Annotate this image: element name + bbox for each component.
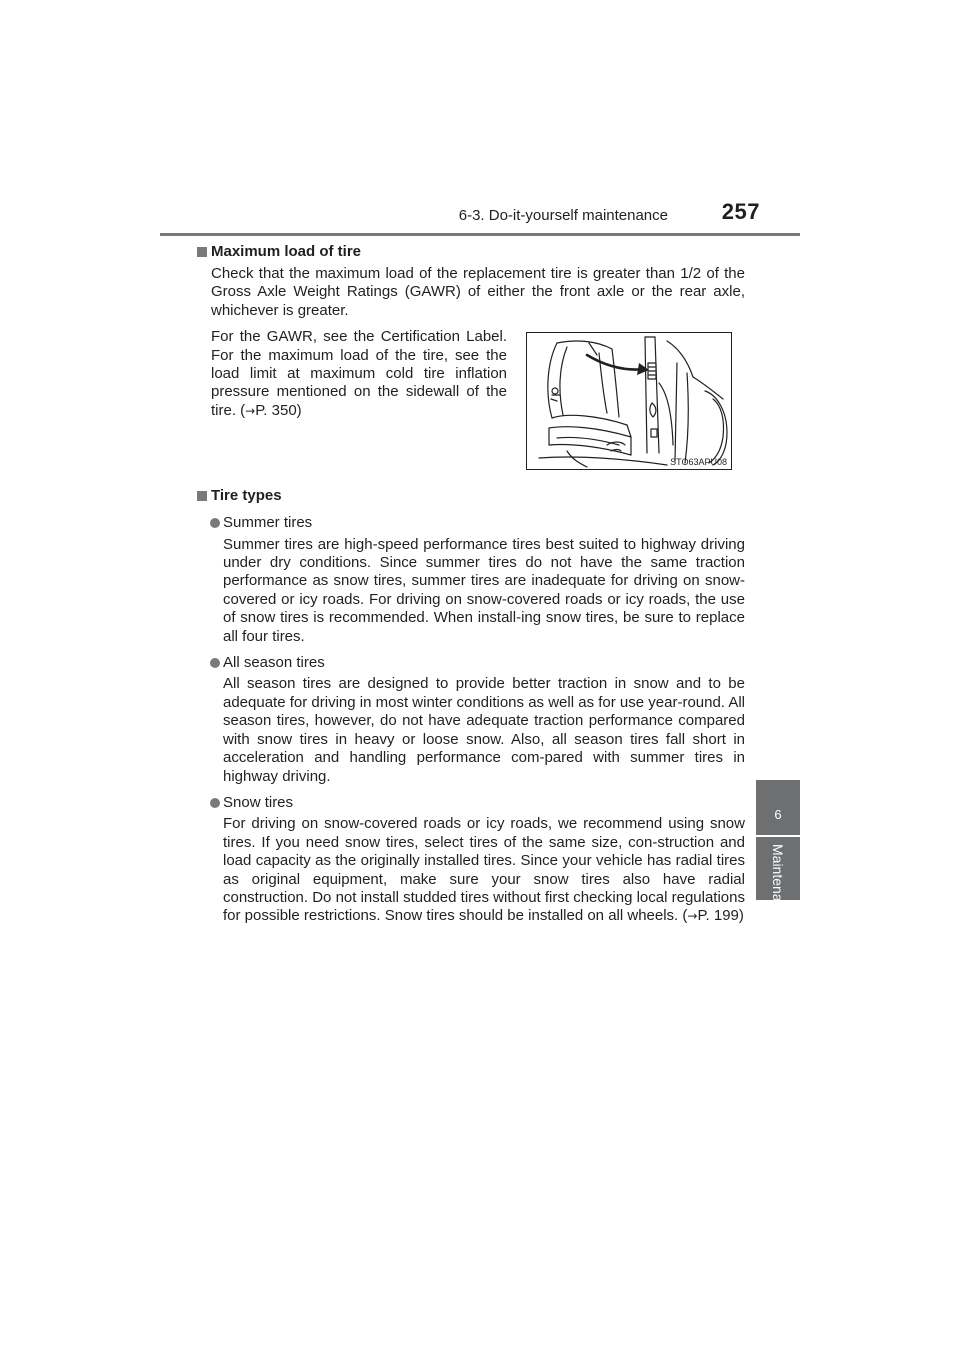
circle-bullet-icon: [210, 798, 220, 808]
page-number: 257: [721, 199, 760, 224]
page-reference-link[interactable]: P. 199): [697, 907, 744, 925]
list-item-label: All season tires: [223, 654, 325, 672]
car-door-illustration-icon: [527, 333, 731, 469]
page-header: [160, 0, 800, 236]
section-title: 6-3. Do-it-yourself maintenance: [458, 207, 668, 224]
list-item-label: Snow tires: [223, 793, 294, 811]
arrow-right-icon: →: [245, 403, 256, 418]
list-item-label: Summer tires: [223, 514, 313, 532]
square-bullet-icon: [197, 247, 207, 257]
figure-caption-text: [211, 328, 507, 420]
chapter-tab-divider: [756, 835, 800, 837]
arrow-right-icon: →: [687, 909, 698, 924]
max-load-paragraph: Check that the maximum load of the replacement tire is greater than 1/2 of the Gross Axle Weight Ratings (GAWR) of either the front axle or the rear axle, whichever is greater.: [211, 265, 745, 319]
summer-tires-text: Summer tires are high-speed performance tires best suited to highway driving under dry conditions. Since summer tires do not have the same traction performance as snow tires, summer tires are inadequate for driving on snow-covered or icy roads. For driving on snow-covered roads or icy roads, the use of snow tires is recommended. When install-ing snow tires, be sure to replace all four tires.: [223, 535, 745, 645]
figure-row: [197, 328, 745, 478]
chapter-tab: [756, 780, 800, 983]
certification-label-illustration: [526, 332, 732, 470]
chapter-title: Maintenance and care: [770, 844, 786, 983]
all-season-tires-text: All season tires are designed to provide better traction in snow and to be adequate for driving in most winter conditions as well as for use year-round. All season tires, however, do not have adequate traction performance compared with snow tires in heavy or loose snow. Also, all season tires fall short in acceleration and handling performance com-pared with summer tires in highway driving.: [223, 675, 745, 785]
header-rule: [160, 233, 800, 236]
heading-text: Maximum load of tire: [211, 243, 362, 260]
circle-bullet-icon: [210, 658, 220, 668]
snow-tires-body: For driving on snow-covered roads or icy roads, we recommend using snow tires. If you need snow tires, select tires of the same size, con-struction and load capacity as the originally installed tires. Since your vehicle has radial tires as original equipment, make sure your snow tires also have radial construction. Do not install studded tires without first checking local regulations for possible restrictions. Snow tires should be installed on all wheels. (: [223, 815, 745, 925]
heading-text: Tire types: [211, 487, 282, 505]
section-heading-max-load: [197, 242, 745, 262]
square-bullet-icon: [197, 491, 207, 501]
figure-code: STO63APU08: [670, 457, 727, 468]
figure-text: For the GAWR, see the Certification Label. For the maximum load of the tire, see the load limit at maximum cold tire inflation pressure mentioned on the sidewall of the tire. (: [211, 328, 507, 419]
circle-bullet-icon: [210, 518, 220, 528]
list-item-all-season-tires: [197, 654, 745, 672]
page-reference-link[interactable]: P. 350): [255, 401, 302, 419]
chapter-number: 6: [774, 807, 782, 822]
snow-tires-text: [223, 815, 745, 925]
section-heading-tire-types: [197, 486, 745, 506]
list-item-summer-tires: [197, 514, 745, 532]
page-content: [197, 242, 745, 926]
list-item-snow-tires: [197, 794, 745, 812]
arrow-head-icon: [637, 363, 649, 375]
